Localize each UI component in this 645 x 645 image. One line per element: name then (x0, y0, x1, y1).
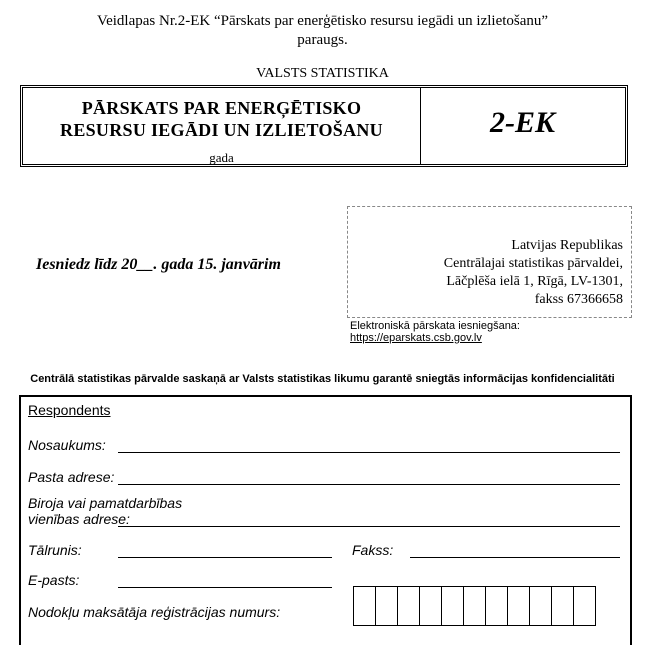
postal-address-field[interactable] (118, 484, 620, 485)
postal-address-label: Pasta adrese: (28, 469, 115, 485)
email-label: E-pasts: (28, 572, 80, 588)
agency-label: VALSTS STATISTIKA (256, 66, 389, 81)
email-field[interactable] (118, 587, 332, 588)
tax-id-cell[interactable] (551, 586, 574, 626)
tax-id-cell[interactable] (419, 586, 442, 626)
tax-id-cell[interactable] (397, 586, 420, 626)
phone-label: Tālrunis: (28, 542, 82, 558)
respondent-form (19, 395, 632, 645)
name-field[interactable] (118, 452, 620, 453)
electronic-submission (350, 320, 645, 344)
form-code: 2-EK (489, 106, 555, 139)
fax-field[interactable] (410, 557, 620, 558)
office-address-field[interactable] (118, 526, 620, 527)
address-line-4: fakss 67366658 (534, 292, 623, 307)
name-label: Nosaukums: (28, 437, 106, 453)
tax-id-cells[interactable] (354, 586, 596, 626)
address-box (347, 206, 632, 318)
respondents-heading: Respondents (28, 402, 111, 418)
form-note-line2: paraugs. (297, 32, 348, 48)
tax-id-cell[interactable] (573, 586, 596, 626)
tax-id-cell[interactable] (529, 586, 552, 626)
tax-id-label: Nodokļu maksātāja reģistrācijas numurs: (28, 604, 281, 620)
tax-id-cell[interactable] (507, 586, 530, 626)
office-address-label-line1: Biroja vai pamatdarbības (28, 495, 183, 511)
phone-field[interactable] (118, 557, 332, 558)
form-note-line1: Veidlapas Nr.2-EK “Pārskats par enerģētisko resursu iegādi un izlietošanu” (96, 13, 549, 29)
address-line-2: Centrālajai statistikas pārvaldei, (443, 256, 623, 271)
office-address-label-line2: vienības adrese: (28, 511, 130, 527)
report-title-line1: PĀRSKATS PAR ENERĢĒTISKO (81, 98, 362, 118)
address-line-3: Lāčplēša ielā 1, Rīgā, LV-1301, (446, 274, 623, 289)
tax-id-cell[interactable] (375, 586, 398, 626)
title-box (20, 85, 628, 167)
report-title-line2: RESURSU IEGĀDI UN IZLIETOŠANU (60, 120, 383, 140)
fax-label: Fakss: (352, 542, 394, 558)
tax-id-cell[interactable] (463, 586, 486, 626)
submission-deadline: Iesniedz līdz 20__. gada 15. janvārim (36, 256, 281, 273)
tax-id-cell[interactable] (485, 586, 508, 626)
electronic-submission-label: Elektroniskā pārskata iesniegšana: (350, 320, 520, 332)
year-label: gada (209, 150, 234, 165)
address-line-1: Latvijas Republikas (511, 238, 623, 253)
tax-id-cell[interactable] (441, 586, 464, 626)
tax-id-cell[interactable] (353, 586, 376, 626)
confidentiality-notice: Centrālā statistikas pārvalde saskaņā ar Valsts statistikas likumu garantē sniegtās informācijas konfidencialitāti (30, 373, 615, 385)
electronic-submission-link[interactable]: https://eparskats.csb.gov.lv (350, 332, 482, 344)
